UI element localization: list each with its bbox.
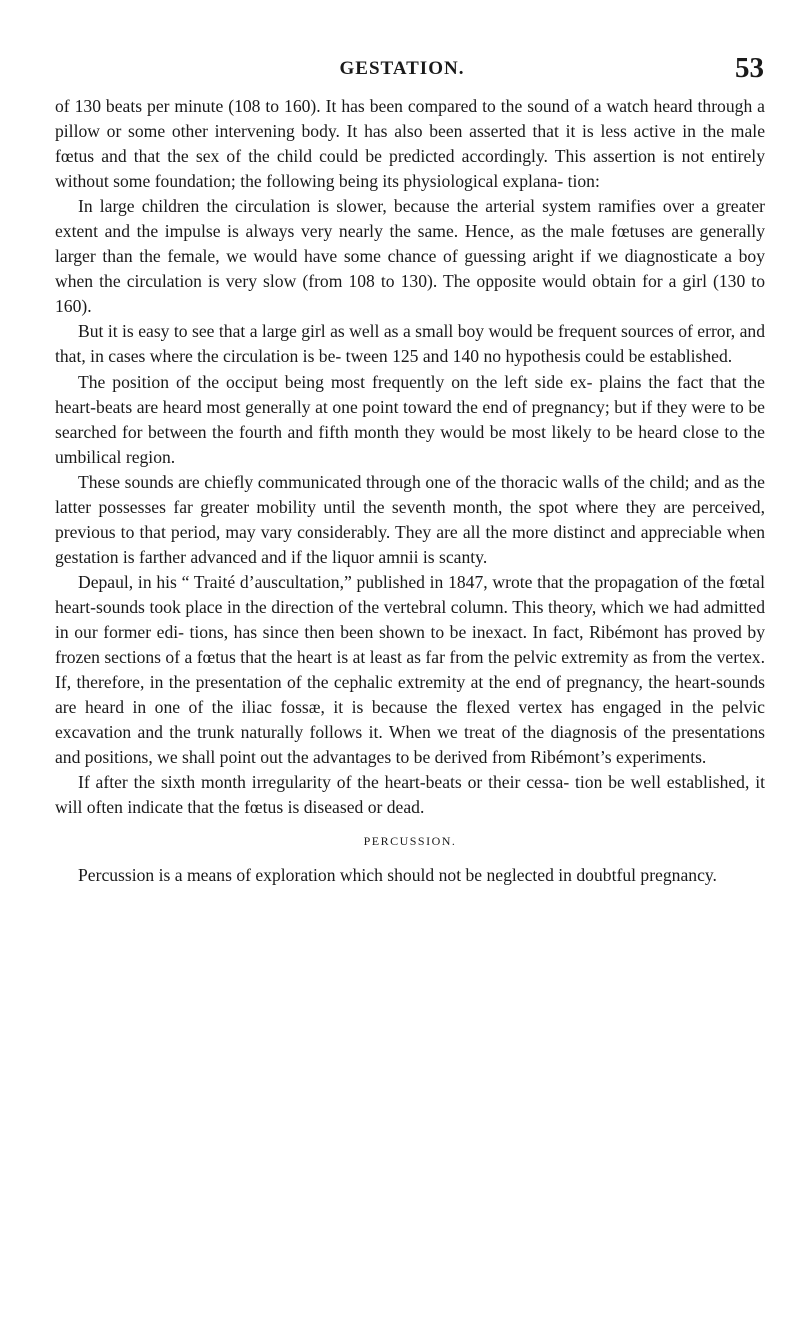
paragraph-continued: of 130 beats per minute (108 to 160). It has been compared to the sound of a watch heard through a pillow or some other intervening body. It has also been asserted that it is less active in the male fœtus and that the sex of the child could be predicted accordingly. This assertion is not entirely without some foundation; the following being its physiological explana- tion: [55, 96, 765, 192]
paragraph: The position of the occiput being most frequently on the left side ex- plains the fact that the heart-beats are heard most generally at one point toward the end of pregnancy; but if they were to be searched for between the fourth and fifth month they would be most likely to be heard close to the umbilical region. [55, 371, 765, 467]
paragraph: These sounds are chiefly communicated through one of the thoracic walls of the child; and as the latter possesses far greater mobility until the seventh month, the spot where they are perceived, previous to that period, may vary considerably. They are all the more distinct and appreciable when gestation is farther advanced and if the liquor amnii is scanty. [55, 471, 765, 567]
paragraph: If after the sixth month irregularity of the heart-beats or their cessa- tion be well established, it will often indicate that the fœtus is diseased or dead. [55, 772, 765, 818]
body-text [55, 94, 765, 888]
section-paragraph: Percussion is a means of exploration which should not be neglected in doubtful pregnancy. [78, 865, 717, 886]
page-number: 53 [735, 52, 764, 84]
section-heading: PERCUSSION. [363, 834, 457, 849]
running-head: GESTATION. [339, 58, 465, 79]
paragraph: Depaul, in his “ Traité d’auscultation,” published in 1847, wrote that the propagation of the fœtal heart-sounds took place in the direction of the vertebral column. This theory, which we had admitted in our former edi- tions, has since then been shown to be inexact. In fact, Ribémont has proved by frozen sections of a fœtus that the heart is at least as far from the pelvic extremity as from the vertex. If, therefore, in the presentation of the cephalic extremity at the end of pregnancy, the heart-sounds are heard in one of the iliac fossæ, it is because the flexed vertex has engaged in the pelvic excavation and the trunk naturally follows it. When we treat of the diagnosis of the presentations and positions, we shall point out the advantages to be derived from Ribémont’s experiments. [55, 571, 765, 768]
page-header [40, 52, 764, 92]
paragraph: In large children the circulation is slower, because the arterial system ramifies over a greater extent and the impulse is always very nearly the same. Hence, as the male fœtuses are generally larger than the female, we would have some chance of guessing aright if we diagnosticate a boy when the circulation is very slow (from 108 to 130). The opposite would obtain for a girl (130 to 160). [55, 196, 765, 317]
paragraph: But it is easy to see that a large girl as well as a small boy would be frequent sources of error, and that, in cases where the circulation is be- tween 125 and 140 no hypothesis could be established. [55, 321, 765, 367]
